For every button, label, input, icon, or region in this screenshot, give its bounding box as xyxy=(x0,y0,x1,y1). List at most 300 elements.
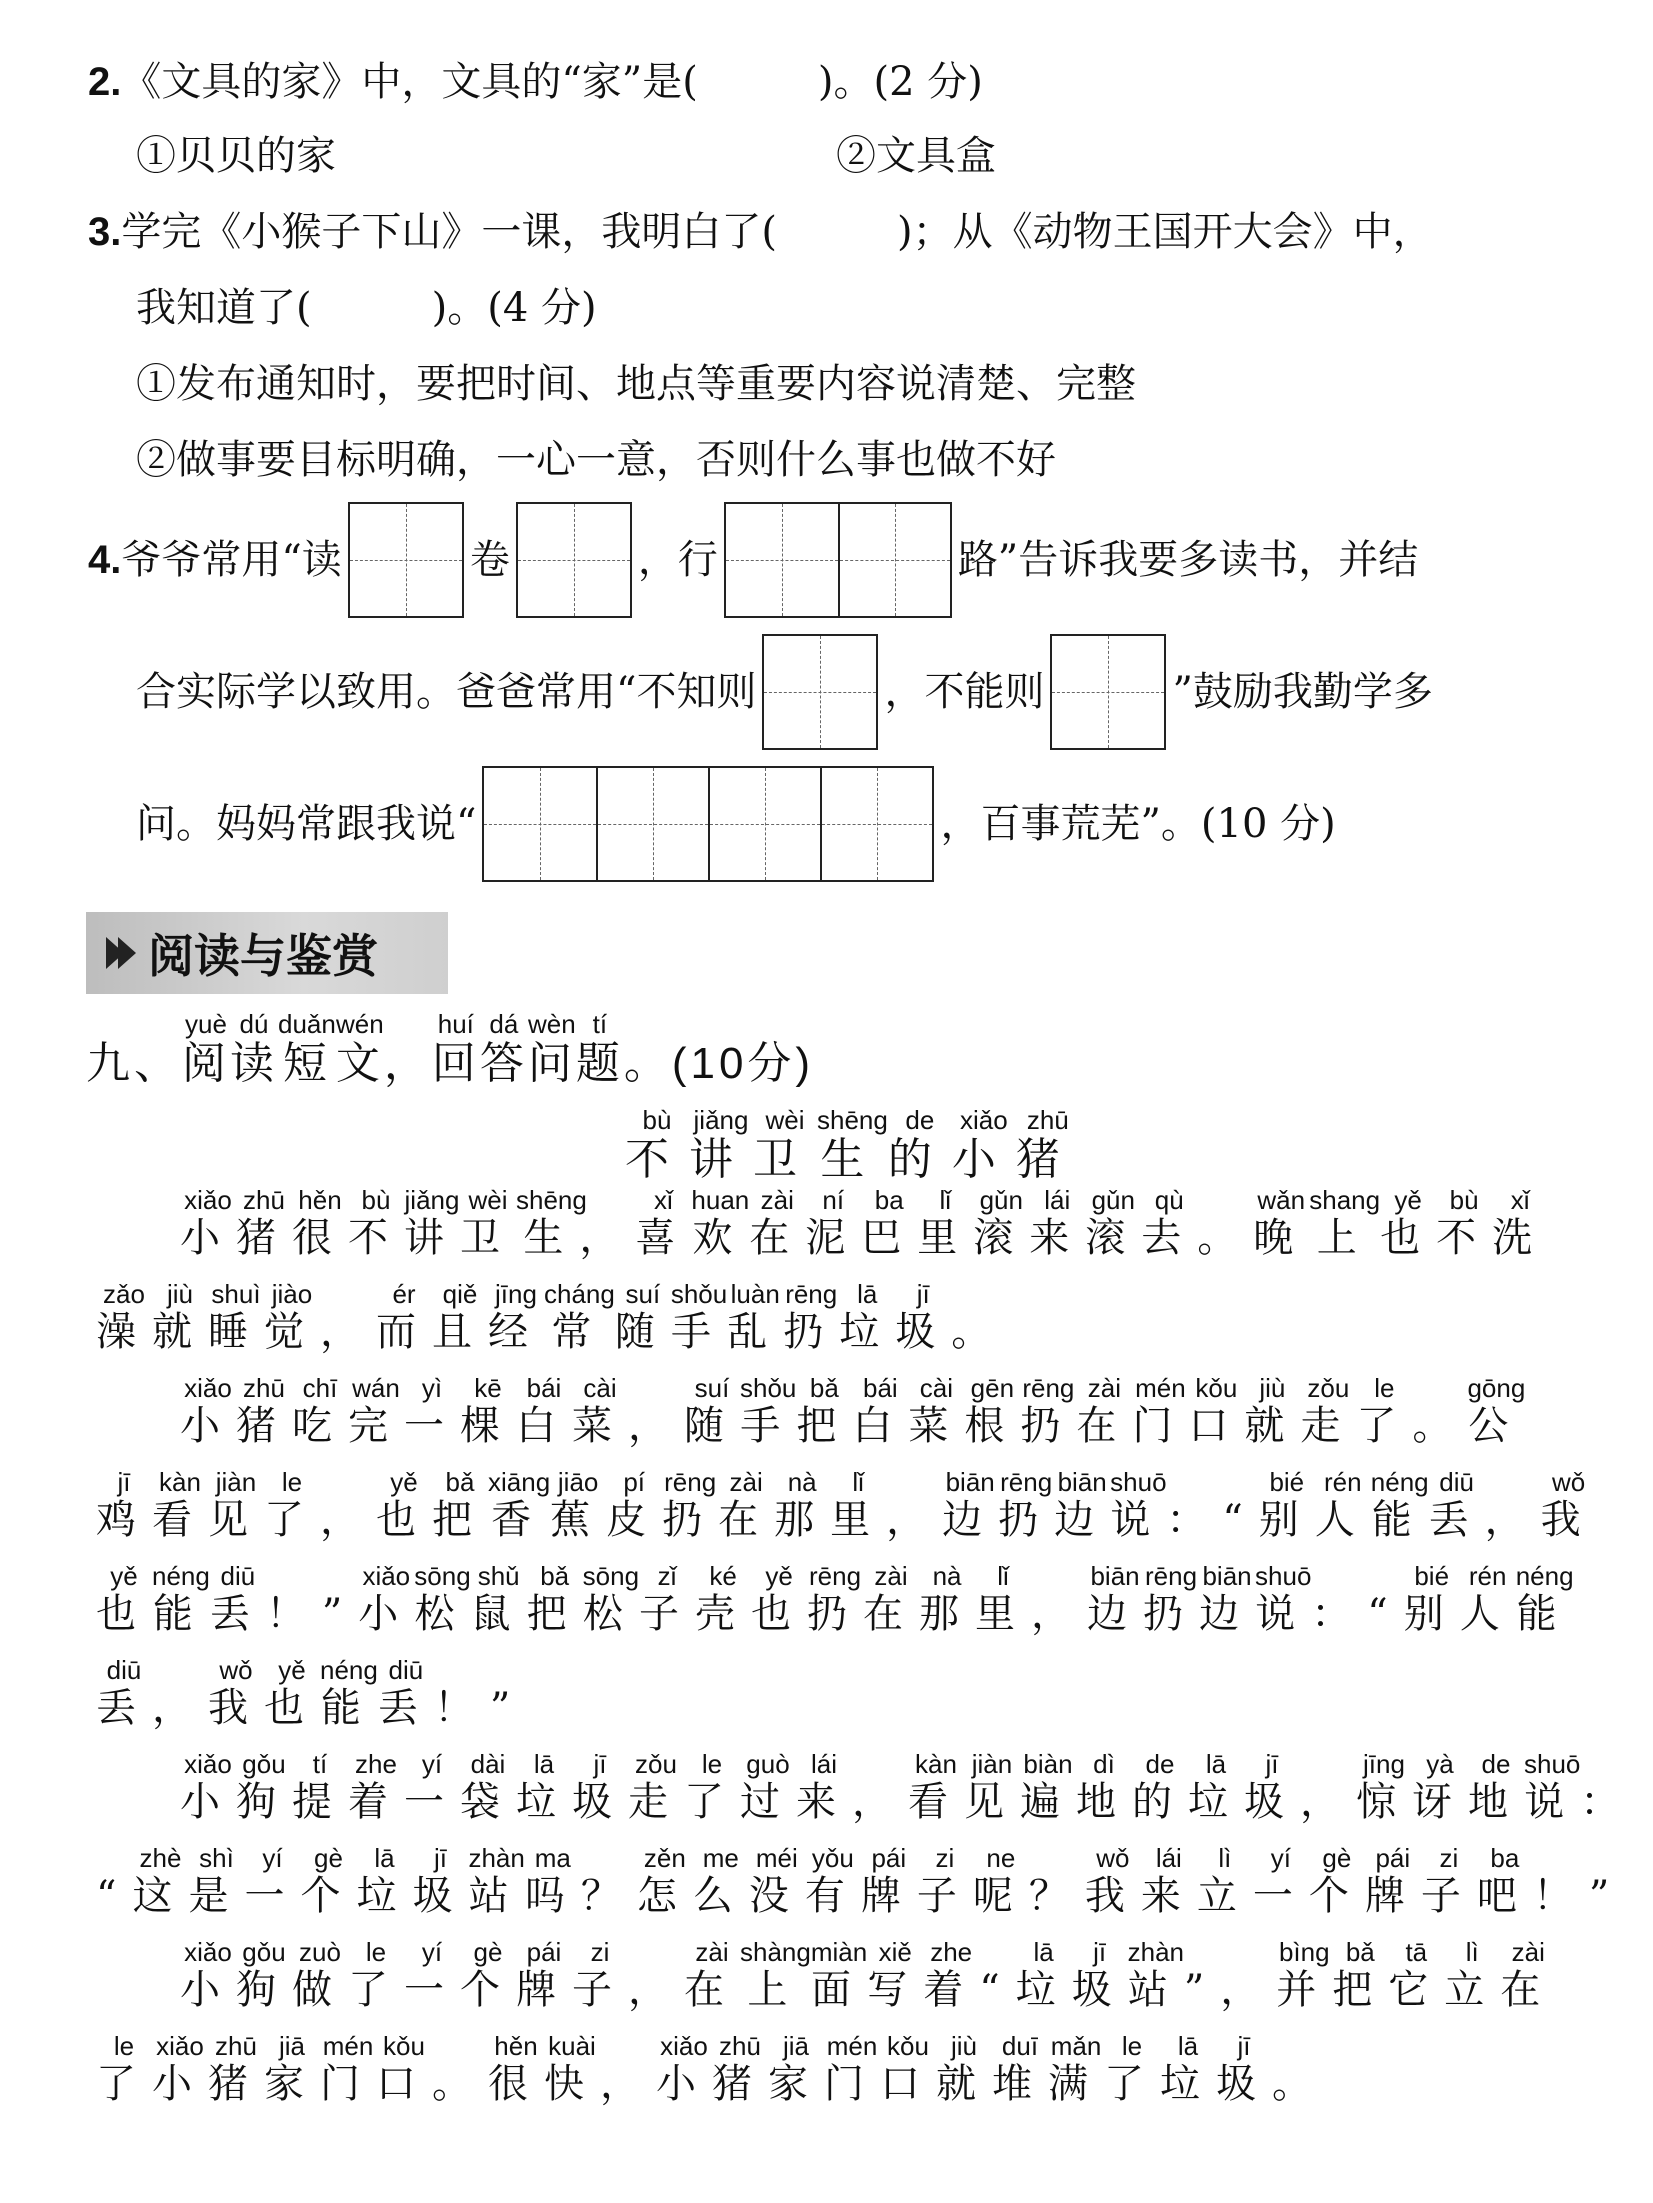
punctuation: ：“ xyxy=(1311,1591,1404,1637)
pinyin: ma xyxy=(524,1843,581,1873)
hanzi: 垃 xyxy=(1015,1967,1072,2013)
hanzi-with-pinyin xyxy=(740,1937,811,2013)
pinyin: kuài xyxy=(544,2031,600,2061)
pinyin: yí xyxy=(244,1843,301,1873)
hanzi: 它 xyxy=(1388,1967,1445,2013)
hanzi: 很 xyxy=(292,1215,348,1261)
pinyin: kǒu xyxy=(1188,1373,1245,1403)
hanzi: 口 xyxy=(1188,1403,1245,1449)
hanzi: 站 xyxy=(1127,1967,1185,2013)
grid-cell[interactable] xyxy=(596,768,708,880)
hanzi-with-pinyin xyxy=(992,2031,1048,2107)
hanzi: 小 xyxy=(180,1215,236,1261)
hanzi: 白 xyxy=(516,1403,572,1449)
hanzi: 立 xyxy=(1444,1967,1501,2013)
pinyin: jiàn xyxy=(964,1749,1020,1779)
pinyin: jiā xyxy=(768,2031,824,2061)
hanzi-with-pinyin xyxy=(807,1561,864,1637)
hanzi: 子 xyxy=(916,1873,973,1919)
pinyin: zhū xyxy=(712,2031,768,2061)
hanzi: 别 xyxy=(1403,1591,1460,1637)
hanzi-with-pinyin xyxy=(908,1373,965,1449)
hanzi-with-pinyin xyxy=(460,1373,516,1449)
hanzi-with-pinyin xyxy=(468,1843,525,1919)
hanzi: 扔 xyxy=(1143,1591,1200,1637)
q3-option-1: ①发布通知时，要把时间、地点等重要内容说清楚、完整 xyxy=(136,361,1136,407)
hanzi-with-pinyin xyxy=(1140,1843,1197,1919)
pinyin: le xyxy=(1356,1373,1413,1403)
grid-cell[interactable] xyxy=(838,504,950,616)
hanzi: 没 xyxy=(748,1873,805,1919)
hanzi: 垃 xyxy=(1188,1779,1244,1825)
grid-cell[interactable] xyxy=(820,768,932,880)
hanzi-with-pinyin xyxy=(1476,1843,1533,1919)
passage-line xyxy=(96,1279,1008,1357)
hanzi-with-pinyin xyxy=(460,1185,516,1261)
hanzi-with-pinyin xyxy=(684,1373,740,1449)
hanzi: 边 xyxy=(942,1497,999,1543)
hanzi-with-pinyin xyxy=(863,1561,920,1637)
pinyin: zhàn xyxy=(468,1843,525,1873)
pinyin: lǐ xyxy=(975,1561,1032,1591)
hanzi: 子 xyxy=(639,1591,696,1637)
pinyin: nà xyxy=(919,1561,976,1591)
q4-grid-4[interactable] xyxy=(762,634,878,750)
pinyin: huí xyxy=(431,1009,480,1039)
punctuation: ， xyxy=(383,1039,432,1088)
q4-grid-2[interactable] xyxy=(516,502,632,618)
hanzi-with-pinyin xyxy=(639,1561,696,1637)
hanzi-with-pinyin xyxy=(1199,1561,1256,1637)
pinyin: yí xyxy=(404,1749,460,1779)
pinyin: xiǎo xyxy=(358,1561,415,1591)
hanzi-with-pinyin xyxy=(998,1467,1055,1543)
hanzi-with-pinyin xyxy=(320,2031,376,2107)
hanzi-with-pinyin xyxy=(572,1373,628,1449)
pinyin: zi xyxy=(572,1937,628,1967)
pinyin: bǎ xyxy=(432,1467,488,1497)
pinyin: jiǎng xyxy=(404,1185,460,1215)
pinyin: zi xyxy=(1420,1843,1477,1873)
hanzi: 我 xyxy=(1084,1873,1141,1919)
hanzi: 圾 xyxy=(572,1779,628,1825)
hanzi-with-pinyin xyxy=(188,1843,245,1919)
punctuation: ！” xyxy=(433,1685,527,1731)
hanzi-with-pinyin xyxy=(460,1937,516,2013)
q2-number: 2. xyxy=(88,60,122,104)
hanzi: 见 xyxy=(208,1497,264,1543)
hanzi-with-pinyin xyxy=(1524,1749,1581,1825)
hanzi-with-pinyin xyxy=(575,1009,624,1088)
hanzi: 着 xyxy=(348,1779,404,1825)
hanzi-with-pinyin xyxy=(684,1749,740,1825)
hanzi-with-pinyin xyxy=(244,1843,301,1919)
hanzi: 走 xyxy=(1300,1403,1357,1449)
pinyin: cài xyxy=(908,1373,965,1403)
hanzi-with-pinyin xyxy=(412,1843,469,1919)
pinyin: shǒu xyxy=(740,1373,797,1403)
pinyin: gōng xyxy=(1467,1373,1526,1403)
hanzi-with-pinyin xyxy=(1309,1185,1381,1261)
pinyin: yì xyxy=(404,1373,460,1403)
hanzi-with-pinyin xyxy=(292,1749,348,1825)
punctuation: ， xyxy=(152,1685,208,1731)
hanzi-with-pinyin xyxy=(152,1561,210,1637)
punctuation: 。 xyxy=(1197,1215,1254,1261)
hanzi-with-pinyin xyxy=(320,1655,378,1731)
hanzi: 小 xyxy=(180,1967,236,2013)
hanzi: 牌 xyxy=(860,1873,917,1919)
hanzi: 觉 xyxy=(264,1309,320,1355)
hanzi-with-pinyin xyxy=(964,1373,1021,1449)
hanzi-with-pinyin xyxy=(1076,1749,1132,1825)
punctuation: ， xyxy=(600,2061,656,2107)
hanzi-with-pinyin xyxy=(972,1843,1029,1919)
hanzi: 地 xyxy=(1076,1779,1132,1825)
hanzi-with-pinyin xyxy=(526,1561,583,1637)
pinyin: biān xyxy=(1199,1561,1256,1591)
pinyin: zǐ xyxy=(639,1561,696,1591)
hanzi: 澡 xyxy=(96,1309,152,1355)
pinyin: rén xyxy=(1459,1561,1516,1591)
hanzi-with-pinyin xyxy=(1255,1561,1312,1637)
pinyin: ér xyxy=(376,1279,432,1309)
grid-cell[interactable] xyxy=(726,504,838,616)
hanzi: 文 xyxy=(335,1039,384,1088)
hanzi-with-pinyin xyxy=(783,1279,840,1355)
hanzi: 白 xyxy=(852,1403,909,1449)
pinyin: kàn xyxy=(908,1749,964,1779)
hanzi-with-pinyin xyxy=(625,1105,689,1185)
pinyin: cài xyxy=(572,1373,628,1403)
hanzi: 蕉 xyxy=(550,1497,607,1543)
hanzi-with-pinyin xyxy=(376,1279,432,1355)
pinyin: nà xyxy=(774,1467,831,1497)
pinyin: xǐ xyxy=(1492,1185,1549,1215)
pinyin: me xyxy=(692,1843,749,1873)
pinyin: de xyxy=(1132,1749,1188,1779)
pinyin: diū xyxy=(96,1655,152,1685)
punctuation: ！” xyxy=(265,1591,359,1637)
hanzi: 着 xyxy=(923,1967,980,2013)
hanzi: 松 xyxy=(582,1591,640,1637)
pinyin: wǒ xyxy=(1540,1467,1597,1497)
hanzi-with-pinyin xyxy=(348,1373,404,1449)
hanzi: 在 xyxy=(684,1967,740,2013)
hanzi-with-pinyin xyxy=(895,1279,952,1355)
hanzi-with-pinyin xyxy=(1300,1373,1357,1449)
hanzi-with-pinyin xyxy=(208,1279,264,1355)
pinyin: xiě xyxy=(867,1937,924,1967)
hanzi: 能 xyxy=(152,1591,210,1637)
pinyin: shǔ xyxy=(470,1561,527,1591)
pinyin: le xyxy=(264,1467,320,1497)
passage-line xyxy=(96,2031,1328,2109)
hanzi-with-pinyin xyxy=(292,1937,348,2013)
hanzi: 口 xyxy=(376,2061,432,2107)
punctuation: ， xyxy=(579,1215,636,1261)
hanzi-with-pinyin xyxy=(936,2031,992,2107)
hanzi-with-pinyin xyxy=(636,1843,693,1919)
hanzi-with-pinyin xyxy=(689,1105,753,1185)
hanzi: 读 xyxy=(230,1039,278,1088)
punctuation: ， xyxy=(1031,1591,1088,1637)
hanzi-with-pinyin xyxy=(740,1749,796,1825)
hanzi-with-pinyin xyxy=(712,2031,768,2107)
passage-line xyxy=(96,1467,1597,1545)
hanzi: 来 xyxy=(1140,1873,1197,1919)
hanzi: 且 xyxy=(432,1309,488,1355)
pinyin: miàn xyxy=(810,1937,868,1967)
pinyin: zhe xyxy=(923,1937,980,1967)
pinyin: xiāng xyxy=(488,1467,551,1497)
hanzi: 满 xyxy=(1048,2061,1104,2107)
hanzi: 阅 xyxy=(182,1039,230,1088)
hanzi: 小 xyxy=(180,1403,236,1449)
hanzi-with-pinyin xyxy=(1515,1561,1574,1637)
hanzi-with-pinyin xyxy=(662,1467,719,1543)
pinyin: ba xyxy=(1476,1843,1533,1873)
hanzi: 了 xyxy=(348,1967,404,2013)
hanzi-with-pinyin xyxy=(1141,1185,1198,1261)
hanzi: 看 xyxy=(908,1779,964,1825)
hanzi: 快 xyxy=(544,2061,600,2107)
pinyin: wèn xyxy=(527,1009,576,1039)
grid-cell[interactable] xyxy=(484,768,596,880)
hanzi-with-pinyin xyxy=(1370,1467,1429,1543)
punctuation: ， xyxy=(628,1403,684,1449)
pinyin: tí xyxy=(575,1009,624,1039)
hanzi-with-pinyin xyxy=(1420,1843,1477,1919)
hanzi: 小 xyxy=(656,2061,712,2107)
pinyin: dì xyxy=(1076,1749,1132,1779)
q4-grid-3[interactable] xyxy=(724,502,952,618)
pinyin: zhū xyxy=(236,1185,292,1215)
hanzi-with-pinyin xyxy=(335,1009,384,1088)
hanzi-with-pinyin xyxy=(236,1937,292,2013)
pinyin: qù xyxy=(1141,1185,1198,1215)
hanzi: 边 xyxy=(1054,1497,1111,1543)
pinyin: biān xyxy=(1087,1561,1144,1591)
q4-text-3b: ，百事荒芜”。(10 分) xyxy=(940,801,1336,847)
hanzi: 讲 xyxy=(404,1215,460,1261)
hanzi-with-pinyin xyxy=(527,1009,576,1088)
pinyin: dá xyxy=(479,1009,528,1039)
hanzi-with-pinyin xyxy=(488,1467,551,1543)
pinyin: lǐ xyxy=(830,1467,887,1497)
pinyin: qiě xyxy=(432,1279,488,1309)
hanzi: 门 xyxy=(320,2061,376,2107)
hanzi-with-pinyin xyxy=(810,1937,868,2013)
pinyin: gǒu xyxy=(236,1937,292,1967)
pinyin: néng xyxy=(1370,1467,1429,1497)
hanzi: 鼠 xyxy=(470,1591,527,1637)
hanzi-with-pinyin xyxy=(479,1009,528,1088)
grid-cell[interactable] xyxy=(1052,636,1164,748)
q3-text-1: 学完《小猴子下山》一课，我明白了( )；从《动物王国开大会》中， xyxy=(121,209,1433,255)
hanzi: 猪 xyxy=(712,2061,768,2107)
q4-text-2a: 合实际学以致用。爸爸常用“不知则 xyxy=(136,669,757,715)
hanzi-with-pinyin xyxy=(1252,1843,1309,1919)
hanzi: 一 xyxy=(244,1873,301,1919)
q2-stem xyxy=(88,58,983,106)
hanzi-with-pinyin xyxy=(376,2031,432,2107)
pinyin: sōng xyxy=(582,1561,640,1591)
hanzi-with-pinyin xyxy=(404,1749,460,1825)
grid-cell[interactable] xyxy=(350,504,462,616)
pinyin: kàn xyxy=(152,1467,208,1497)
hanzi-with-pinyin xyxy=(1015,1105,1080,1185)
hanzi-with-pinyin xyxy=(208,1467,264,1543)
q4-grid-1[interactable] xyxy=(348,502,464,618)
hanzi: 了 xyxy=(1356,1403,1413,1449)
pinyin: bǎ xyxy=(526,1561,583,1591)
hanzi: 就 xyxy=(936,2061,992,2107)
hanzi: 做 xyxy=(292,1967,348,2013)
hanzi: 猪 xyxy=(1015,1134,1080,1185)
pinyin: rēng xyxy=(998,1467,1055,1497)
hanzi-with-pinyin xyxy=(348,1937,404,2013)
hanzi-with-pinyin xyxy=(860,1843,917,1919)
hanzi: 能 xyxy=(1515,1591,1574,1637)
hanzi-with-pinyin xyxy=(300,1843,357,1919)
hanzi: 过 xyxy=(740,1779,796,1825)
q3-option-2: ②做事要目标明确，一心一意，否则什么事也做不好 xyxy=(136,437,1056,483)
hanzi-with-pinyin xyxy=(1048,2031,1104,2107)
hanzi: 讲 xyxy=(689,1134,753,1185)
hanzi-with-pinyin xyxy=(96,1467,152,1543)
hanzi: 牌 xyxy=(1364,1873,1421,1919)
punctuation: 。 xyxy=(1412,1403,1469,1449)
hanzi: 的 xyxy=(1132,1779,1188,1825)
pinyin: zhàn xyxy=(1127,1937,1185,1967)
hanzi-with-pinyin xyxy=(656,2031,712,2107)
hanzi-with-pinyin xyxy=(964,1749,1020,1825)
hanzi-with-pinyin xyxy=(916,1843,973,1919)
hanzi-with-pinyin xyxy=(635,1185,692,1261)
hanzi-with-pinyin xyxy=(404,1185,460,1261)
hanzi: 而 xyxy=(376,1309,432,1355)
hanzi: 么 xyxy=(692,1873,749,1919)
hanzi: 上 xyxy=(740,1967,811,2013)
pinyin: yě xyxy=(264,1655,320,1685)
pinyin: mén xyxy=(824,2031,880,2061)
hanzi-with-pinyin xyxy=(804,1843,861,1919)
grid-cell[interactable] xyxy=(708,768,820,880)
q4-grid-6[interactable] xyxy=(482,766,934,882)
hanzi-with-pinyin xyxy=(1216,2031,1272,2107)
pinyin: hěn xyxy=(292,1185,348,1215)
hanzi: 泥 xyxy=(805,1215,862,1261)
hanzi: 圾 xyxy=(1071,1967,1128,2013)
pinyin: yě xyxy=(96,1561,152,1591)
hanzi: 圾 xyxy=(1216,2061,1272,2107)
punctuation: 。 xyxy=(432,2061,488,2107)
pinyin: gǔn xyxy=(973,1185,1030,1215)
hanzi-with-pinyin xyxy=(917,1185,974,1261)
hanzi-with-pinyin xyxy=(749,1185,806,1261)
hanzi-with-pinyin xyxy=(1104,2031,1160,2107)
hanzi: 吧 xyxy=(1476,1873,1533,1919)
hanzi-with-pinyin xyxy=(1388,1937,1445,2013)
hanzi: 个 xyxy=(300,1873,357,1919)
pinyin: jiāo xyxy=(550,1467,607,1497)
pinyin: gè xyxy=(300,1843,357,1873)
hanzi: 猪 xyxy=(208,2061,264,2107)
grid-cell[interactable] xyxy=(518,504,630,616)
hanzi: 家 xyxy=(264,2061,320,2107)
hanzi: 一 xyxy=(404,1403,460,1449)
hanzi-with-pinyin xyxy=(768,2031,824,2107)
hanzi: 人 xyxy=(1459,1591,1516,1637)
pinyin: yǒu xyxy=(804,1843,861,1873)
hanzi-with-pinyin xyxy=(805,1185,862,1261)
hanzi: 边 xyxy=(1199,1591,1256,1637)
pinyin: bù xyxy=(625,1105,689,1135)
pinyin: xiǎo xyxy=(180,1937,236,1967)
hanzi-with-pinyin xyxy=(431,1009,480,1088)
hanzi-with-pinyin xyxy=(1076,1373,1133,1449)
hanzi: 一 xyxy=(404,1779,460,1825)
pinyin: le xyxy=(96,2031,152,2061)
pinyin: shuì xyxy=(208,1279,264,1309)
pinyin: yě xyxy=(751,1561,808,1591)
hanzi: 就 xyxy=(1244,1403,1301,1449)
hanzi: 扔 xyxy=(662,1497,719,1543)
hanzi-with-pinyin xyxy=(861,1185,918,1261)
hanzi: 来 xyxy=(796,1779,852,1825)
q4-grid-5[interactable] xyxy=(1050,634,1166,750)
hanzi-with-pinyin xyxy=(1020,1749,1076,1825)
hanzi: 小 xyxy=(951,1134,1016,1185)
hanzi-with-pinyin xyxy=(582,1561,640,1637)
pinyin: xiǎo xyxy=(656,2031,712,2061)
pinyin: jiā xyxy=(264,2031,320,2061)
pinyin: luàn xyxy=(727,1279,784,1309)
hanzi-with-pinyin xyxy=(740,1373,797,1449)
hanzi: 随 xyxy=(684,1403,740,1449)
hanzi: 个 xyxy=(460,1967,516,2013)
hanzi: 喜 xyxy=(635,1215,692,1261)
pinyin: méi xyxy=(748,1843,805,1873)
hanzi-with-pinyin xyxy=(348,1185,404,1261)
pinyin: zǒu xyxy=(628,1749,684,1779)
hanzi: 经 xyxy=(488,1309,544,1355)
hanzi: 边 xyxy=(1087,1591,1144,1637)
hanzi: 那 xyxy=(774,1497,831,1543)
hanzi: 别 xyxy=(1258,1497,1315,1543)
passage-line xyxy=(96,1561,1574,1639)
hanzi: 手 xyxy=(670,1309,728,1355)
q4-text-2c: ”鼓励我勤学多 xyxy=(1172,669,1433,715)
hanzi: 袋 xyxy=(460,1779,516,1825)
punctuation: “ xyxy=(96,1873,133,1919)
hanzi: 答 xyxy=(479,1039,528,1088)
hanzi: 说 xyxy=(1524,1779,1581,1825)
hanzi: 个 xyxy=(1308,1873,1365,1919)
grid-cell[interactable] xyxy=(764,636,876,748)
hanzi-with-pinyin xyxy=(942,1467,999,1543)
hanzi-with-pinyin xyxy=(292,1373,348,1449)
hanzi: 是 xyxy=(188,1873,245,1919)
pinyin: lā xyxy=(839,1279,896,1309)
hanzi-with-pinyin xyxy=(236,1373,292,1449)
pinyin: rēng xyxy=(1143,1561,1200,1591)
passage-line xyxy=(180,1373,1526,1451)
passage-line xyxy=(96,1843,1626,1921)
hanzi: 猪 xyxy=(236,1215,292,1261)
hanzi: 晚 xyxy=(1253,1215,1310,1261)
